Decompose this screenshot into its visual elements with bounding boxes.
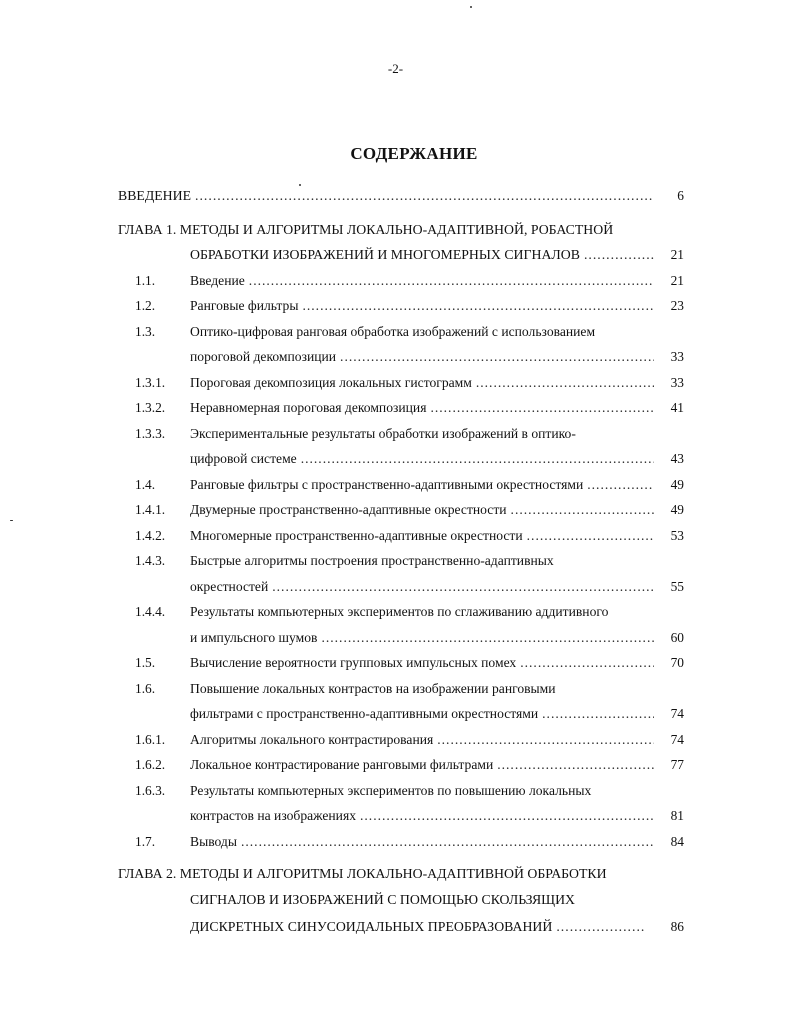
toc-entry-label: Многомерные пространственно-адаптивные окрестности bbox=[190, 528, 523, 543]
toc-entry-label: Повышение локальных контрастов на изображении ранговыми bbox=[190, 681, 556, 696]
dot-leader bbox=[272, 577, 654, 597]
toc-entry-label: Результаты компьютерных экспериментов по сглаживанию аддитивного bbox=[190, 604, 609, 619]
dot-leader bbox=[542, 704, 654, 724]
toc-section-number: 1.4.3. bbox=[135, 553, 166, 568]
dot-leader bbox=[340, 347, 654, 367]
toc-entry-label: Введение bbox=[190, 273, 245, 288]
dot-leader bbox=[520, 653, 654, 673]
toc-page-number: 49 bbox=[670, 502, 684, 517]
dot-leader bbox=[195, 186, 654, 206]
toc-page-number: 23 bbox=[670, 298, 684, 313]
toc-entry-label: Ранговые фильтры с пространственно-адаптивными окрестностями bbox=[190, 477, 584, 492]
toc-entry-label: СИГНАЛОВ И ИЗОБРАЖЕНИЙ С ПОМОЩЬЮ СКОЛЬЗЯЩИХ bbox=[190, 892, 576, 907]
toc-entry-1-5[interactable] bbox=[0, 653, 791, 673]
toc-section-number: 1.4.2. bbox=[135, 528, 166, 543]
toc-entry-1-4-3[interactable] bbox=[0, 551, 791, 571]
toc-section-number: 1.7. bbox=[135, 834, 156, 849]
toc-entry-label: Быстрые алгоритмы построения пространственно-адаптивных bbox=[190, 553, 554, 568]
toc-entry-chapter-1-cont[interactable] bbox=[0, 245, 791, 265]
toc-entry-label: Двумерные пространственно-адаптивные окрестности bbox=[190, 502, 507, 517]
toc-entry-label: пороговой декомпозиции bbox=[190, 349, 337, 364]
toc-entry-label: ГЛАВА 1. МЕТОДЫ И АЛГОРИТМЫ ЛОКАЛЬНО-АДАПТИВНОЙ, РОБАСТНОЙ bbox=[118, 222, 614, 237]
toc-section-number: 1.5. bbox=[135, 655, 156, 670]
toc-entry-1-6-3-cont[interactable] bbox=[0, 806, 791, 826]
toc-entry-1-4-4[interactable] bbox=[0, 602, 791, 622]
dot-leader bbox=[301, 449, 654, 469]
toc-entry-1-2[interactable] bbox=[0, 296, 791, 316]
toc-entry-label: Локальное контрастирование ранговыми фильтрами bbox=[190, 757, 494, 772]
toc-page-number: 84 bbox=[670, 834, 684, 849]
dot-leader bbox=[511, 500, 654, 520]
toc-entry-label: окрестностей bbox=[190, 579, 269, 594]
toc-entry-label: Вычисление вероятности групповых импульсных помех bbox=[190, 655, 517, 670]
toc-section-number: 1.3. bbox=[135, 324, 156, 339]
toc-entry-1-6[interactable] bbox=[0, 679, 791, 699]
toc-entry-label: Алгоритмы локального контрастирования bbox=[190, 732, 434, 747]
dot-leader bbox=[437, 730, 654, 750]
dot-leader bbox=[321, 628, 654, 648]
toc-entry-label: ДИСКРЕТНЫХ СИНУСОИДАЛЬНЫХ ПРЕОБРАЗОВАНИЙ bbox=[190, 919, 553, 934]
toc-entry-label: Ранговые фильтры bbox=[190, 298, 299, 313]
toc-page-number: 33 bbox=[670, 349, 684, 364]
toc-section-number: 1.6.1. bbox=[135, 732, 166, 747]
toc-entry-1-6-cont[interactable] bbox=[0, 704, 791, 724]
toc-page-number: 41 bbox=[670, 400, 684, 415]
toc-section-number: 1.3.3. bbox=[135, 426, 166, 441]
toc-page-number: 21 bbox=[670, 273, 684, 288]
toc-entry-1-3-3[interactable] bbox=[0, 424, 791, 444]
toc-entry-chapter-2-cont[interactable] bbox=[190, 890, 690, 910]
toc-page-number: 74 bbox=[670, 706, 684, 721]
toc-entry-chapter-2[interactable] bbox=[118, 864, 738, 884]
toc-entry-1-6-1[interactable] bbox=[0, 730, 791, 750]
toc-entry-label: ВВЕДЕНИЕ bbox=[118, 188, 192, 203]
toc-section-number: 1.1. bbox=[135, 273, 156, 288]
toc-entry-1-3-cont[interactable] bbox=[0, 347, 791, 367]
toc-section-number: 1.6.2. bbox=[135, 757, 166, 772]
toc-entry-label: Выводы bbox=[190, 834, 237, 849]
dot-leader bbox=[476, 373, 654, 393]
dot-leader bbox=[556, 917, 644, 937]
dot-leader bbox=[249, 271, 654, 291]
toc-entry-chapter-1[interactable] bbox=[118, 220, 718, 240]
toc-page-number: 6 bbox=[677, 188, 684, 203]
toc-section-number: 1.4. bbox=[135, 477, 156, 492]
dot-leader bbox=[360, 806, 654, 826]
toc-entry-label: ГЛАВА 2. МЕТОДЫ И АЛГОРИТМЫ ЛОКАЛЬНО-АДАПТИВНОЙ ОБРАБОТКИ bbox=[118, 866, 607, 881]
toc-entry-1-3-3-cont[interactable] bbox=[0, 449, 791, 469]
toc-page-number: 21 bbox=[670, 247, 684, 262]
dot-leader bbox=[302, 296, 654, 316]
toc-entry-label: Экспериментальные результаты обработки изображений в оптико- bbox=[190, 426, 576, 441]
toc-entry-1-3[interactable] bbox=[0, 322, 791, 342]
toc-entry-1-1[interactable] bbox=[0, 271, 791, 291]
dot-leader bbox=[430, 398, 654, 418]
toc-entry-label: цифровой системе bbox=[190, 451, 297, 466]
toc-entry-label: контрастов на изображениях bbox=[190, 808, 356, 823]
toc-section-number: 1.2. bbox=[135, 298, 156, 313]
toc-entry-1-6-3[interactable] bbox=[0, 781, 791, 801]
toc-entry-label: фильтрами с пространственно-адаптивными окрестностями bbox=[190, 706, 539, 721]
toc-page-number: 81 bbox=[670, 808, 684, 823]
toc-page-number: 70 bbox=[670, 655, 684, 670]
toc-page-number: 43 bbox=[670, 451, 684, 466]
toc-section-number: 1.4.4. bbox=[135, 604, 166, 619]
toc-page-number: 55 bbox=[670, 579, 684, 594]
toc-page-number: 60 bbox=[670, 630, 684, 645]
toc-entry-label: Пороговая декомпозиция локальных гистограмм bbox=[190, 375, 472, 390]
toc-entry-1-4-3-cont[interactable] bbox=[0, 577, 791, 597]
toc-entry-introduction[interactable] bbox=[0, 186, 791, 206]
toc-entry-1-4-1[interactable] bbox=[0, 500, 791, 520]
toc-entry-chapter-2-cont-2[interactable] bbox=[0, 917, 791, 937]
toc-section-number: 1.6.3. bbox=[135, 783, 166, 798]
dot-leader bbox=[584, 245, 654, 265]
toc-section-number: 1.3.1. bbox=[135, 375, 166, 390]
dot-leader bbox=[527, 526, 654, 546]
toc-entry-1-3-2[interactable] bbox=[0, 398, 791, 418]
toc-page-number: 49 bbox=[670, 477, 684, 492]
toc-page-number: 33 bbox=[670, 375, 684, 390]
toc-section-number: 1.3.2. bbox=[135, 400, 166, 415]
toc-entry-1-7[interactable] bbox=[0, 832, 791, 852]
toc-entry-label: и импульсного шумов bbox=[190, 630, 318, 645]
dot-leader bbox=[587, 475, 654, 495]
toc-entry-label: ОБРАБОТКИ ИЗОБРАЖЕНИЙ И МНОГОМЕРНЫХ СИГНАЛОВ bbox=[190, 247, 580, 262]
toc-page-number: 53 bbox=[670, 528, 684, 543]
toc-entry-1-4-4-cont[interactable] bbox=[0, 628, 791, 648]
toc-page-number: 74 bbox=[670, 732, 684, 747]
dot-leader bbox=[241, 832, 654, 852]
toc-page-number: 86 bbox=[670, 919, 684, 934]
toc-entry-label: Неравномерная пороговая декомпозиция bbox=[190, 400, 427, 415]
toc-entry-label: Оптико-цифровая ранговая обработка изображений с использованием bbox=[190, 324, 596, 339]
toc-entry-label: Результаты компьютерных экспериментов по повышению локальных bbox=[190, 783, 592, 798]
dot-leader bbox=[497, 755, 654, 775]
toc-entry-1-4-2[interactable] bbox=[0, 526, 791, 546]
toc-section-number: 1.6. bbox=[135, 681, 156, 696]
toc-page-number: 77 bbox=[670, 757, 684, 772]
toc-entry-1-6-2[interactable] bbox=[0, 755, 791, 775]
toc-section-number: 1.4.1. bbox=[135, 502, 166, 517]
toc-entry-1-4[interactable] bbox=[0, 475, 791, 495]
toc-entry-1-3-1[interactable] bbox=[0, 373, 791, 393]
page-title: СОДЕРЖАНИЕ bbox=[350, 144, 478, 163]
page-number: -2- bbox=[387, 61, 404, 76]
